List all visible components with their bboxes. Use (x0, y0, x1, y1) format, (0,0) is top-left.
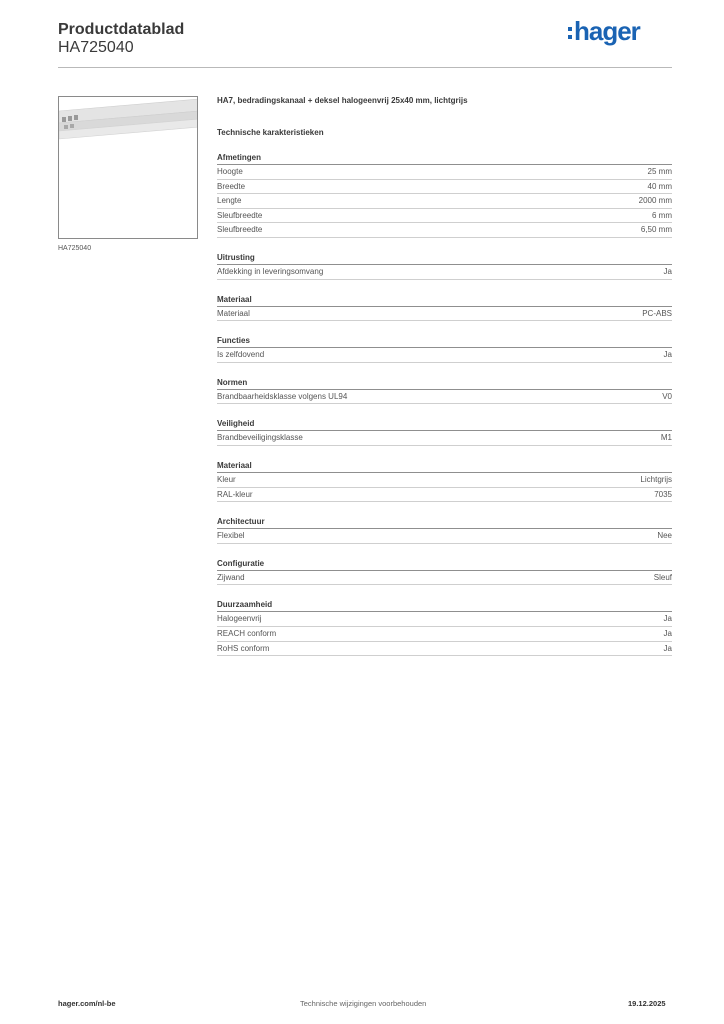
spec-row (217, 194, 672, 209)
spec-value: 40 mm (647, 181, 672, 191)
spec-label: Zijwand (217, 572, 245, 582)
spec-section (217, 558, 672, 586)
spec-label: Is zelfdovend (217, 350, 265, 360)
spec-row (217, 209, 672, 224)
product-description: HA7, bedradingskanaal + deksel halogeenvrij 25x40 mm, lichtgrijs (217, 96, 468, 105)
spec-label: Sleufbreedte (217, 225, 263, 235)
logo-text: hager (574, 16, 640, 46)
spec-label: Afdekking in leveringsomvang (217, 266, 324, 276)
spec-label: Brandbaarheidsklasse volgens UL94 (217, 391, 348, 401)
spec-row (217, 307, 672, 322)
section-title: Uitrusting (217, 252, 672, 265)
spec-row (217, 488, 672, 503)
spec-label: Brandbeveiligingsklasse (217, 433, 303, 443)
spec-section (217, 377, 672, 405)
spec-label: Halogeenvrij (217, 614, 262, 624)
product-details (217, 96, 672, 656)
spec-section (217, 460, 672, 502)
spec-value: 7035 (654, 489, 672, 499)
spec-value: Ja (663, 614, 672, 624)
section-title: Functies (217, 335, 672, 348)
spec-label: Breedte (217, 181, 246, 191)
product-image (58, 96, 198, 239)
spec-row (217, 265, 672, 280)
header-divider (58, 67, 672, 68)
spec-row (217, 612, 672, 627)
spec-row (217, 390, 672, 405)
spec-label: RoHS conform (217, 643, 270, 653)
section-title: Afmetingen (217, 152, 672, 165)
spec-label: Flexibel (217, 531, 245, 541)
image-caption: HA725040 (58, 245, 92, 252)
spec-section (217, 599, 672, 656)
page-title: Productdatablad (58, 21, 185, 38)
spec-row (217, 165, 672, 180)
tech-characteristics-heading: Technische karakteristieken (217, 128, 324, 137)
article-number: HA725040 (58, 39, 134, 56)
cable-duct-illustration (59, 97, 198, 239)
spec-value: 6 mm (652, 210, 672, 220)
spec-section (217, 418, 672, 446)
section-spacer (217, 502, 672, 512)
section-title: Architectuur (217, 516, 672, 529)
section-title: Materiaal (217, 460, 672, 473)
spec-section (217, 294, 672, 322)
section-spacer (217, 446, 672, 456)
hager-logo (568, 17, 668, 45)
spec-sections (217, 152, 672, 656)
spec-row (217, 642, 672, 657)
spec-value: Sleuf (653, 572, 672, 582)
spec-row (217, 223, 672, 238)
spec-row (217, 627, 672, 642)
spec-section (217, 252, 672, 280)
spec-value: Ja (663, 643, 672, 653)
spec-label: REACH conform (217, 628, 277, 638)
section-title: Configuratie (217, 558, 672, 571)
spec-label: RAL-kleur (217, 489, 253, 499)
section-spacer (217, 238, 672, 248)
spec-label: Sleufbreedte (217, 210, 263, 220)
spec-value: Nee (657, 531, 672, 541)
spec-section (217, 516, 672, 544)
section-title: Materiaal (217, 294, 672, 307)
spec-label: Materiaal (217, 308, 250, 318)
spec-value: Ja (663, 350, 672, 360)
spec-row (217, 180, 672, 195)
section-spacer (217, 544, 672, 554)
footer-website: hager.com/nl-be (58, 999, 116, 1008)
spec-row (217, 571, 672, 586)
spec-row (217, 348, 672, 363)
spec-value: PC-ABS (642, 308, 672, 318)
spec-value: 6,50 mm (640, 225, 672, 235)
section-spacer (217, 321, 672, 331)
footer-notice: Technische wijzigingen voorbehouden (300, 999, 427, 1008)
footer-date: 19.12.2025 (628, 999, 666, 1008)
spec-value: V0 (662, 391, 672, 401)
section-spacer (217, 280, 672, 290)
section-title: Duurzaamheid (217, 599, 672, 612)
spec-value: Lichtgrijs (640, 474, 672, 484)
section-spacer (217, 404, 672, 414)
spec-label: Lengte (217, 196, 242, 206)
spec-value: Ja (663, 628, 672, 638)
spec-section (217, 335, 672, 363)
section-spacer (217, 585, 672, 595)
spec-value: 25 mm (647, 167, 672, 176)
section-title: Veiligheid (217, 418, 672, 431)
spec-value: 2000 mm (638, 196, 672, 206)
spec-row (217, 473, 672, 488)
spec-row (217, 431, 672, 446)
spec-label: Hoogte (217, 167, 243, 176)
logo-dots-icon (568, 27, 572, 39)
spec-value: M1 (660, 433, 672, 443)
spec-section (217, 152, 672, 238)
spec-value: Ja (663, 266, 672, 276)
spec-row (217, 529, 672, 544)
section-title: Normen (217, 377, 672, 390)
spec-label: Kleur (217, 474, 236, 484)
section-spacer (217, 363, 672, 373)
